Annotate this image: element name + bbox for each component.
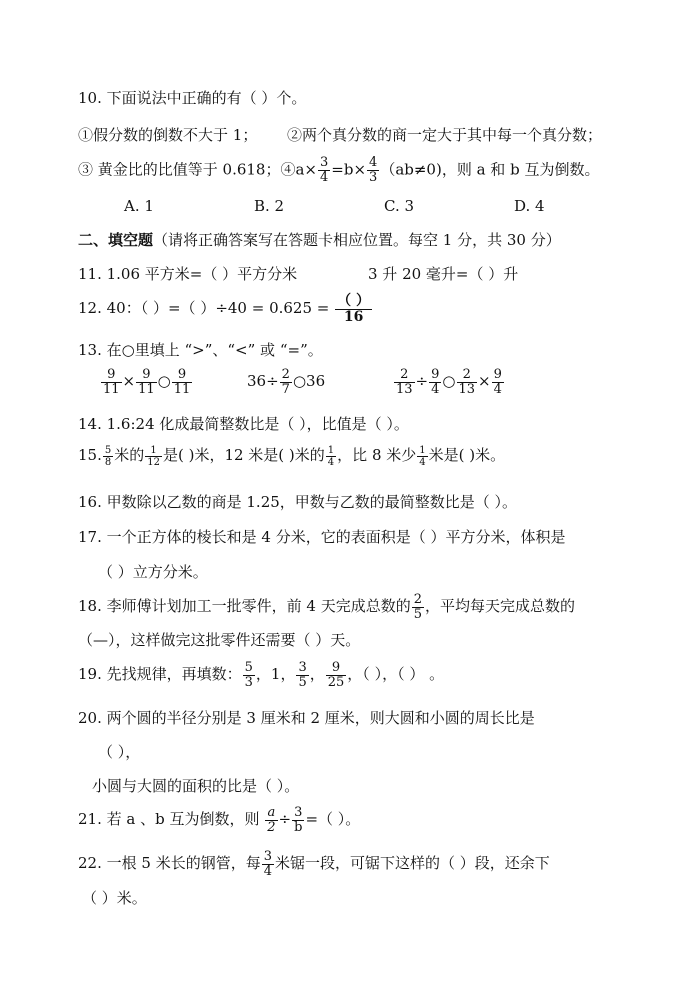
- q13-expr-3: $\frac{2}{13}$ ÷ $\frac{9}{4}$ ○ $\frac{2}{13}$ × $\frac{9}{4}$: [396, 366, 502, 397]
- fraction: $\frac{a}{2}$: [267, 804, 276, 835]
- fraction: $\frac{2}{7}$: [281, 366, 290, 397]
- fraction: $\frac{3}{5}$: [298, 659, 307, 690]
- fraction: $\frac{9}{25}$: [327, 659, 345, 690]
- q10-statement-3-4: [78, 156, 599, 185]
- q10-options: [124, 196, 644, 216]
- fraction: $\frac{9}{4}$: [493, 366, 502, 397]
- fraction: $\frac{3}{4}$: [320, 155, 329, 185]
- q10-s3-part-a: ③ 黄金比的比值等于 0.618；④a×: [78, 160, 317, 179]
- q10-statement-2: ②两个真分数的商一定大于其中每一个真分数；: [287, 126, 603, 144]
- fraction: $\frac{5}{8}$: [104, 444, 112, 468]
- q20-line-1: 20. 两个圆的半径分别是 3 厘米和 2 厘米，则大圆和小圆的周长比是: [78, 709, 535, 727]
- option-b[interactable]: B. 2: [254, 197, 285, 215]
- q20-line-3: 小圆与大圆的面积的比是（ ）。: [92, 777, 300, 795]
- fraction: （ ） 16: [337, 292, 371, 325]
- q12-text: 12. 40：（ ）=（ ）÷40 = 0.625 =: [78, 299, 330, 317]
- fraction: $\frac{1}{4}$: [327, 444, 335, 468]
- option-a[interactable]: A. 1: [124, 197, 154, 215]
- q10-s3-part-c: （ab≠0)，则 a 和 b 互为倒数。: [380, 160, 600, 179]
- q18-line-2: （—），这样做完这批零件还需要（ ）天。: [78, 631, 361, 649]
- option-c[interactable]: C. 3: [384, 197, 415, 215]
- q17-line-1: 17. 一个正方体的棱长和是 4 分米，它的表面积是（ ）平方分米，体积是: [78, 528, 566, 546]
- fraction: $\frac{2}{13}$: [396, 366, 413, 397]
- section-note: （请将正确答案写在答题卡相应位置。每空 1 分，共 30 分）: [153, 231, 561, 249]
- q13-expr-1: $\frac{9}{11}$ × $\frac{9}{11}$ ○ $\frac{9}{11}$: [103, 366, 191, 397]
- q17-line-2: （ ）立方分米。: [98, 563, 208, 581]
- fraction: $\frac{5}{3}$: [244, 659, 253, 690]
- fraction: $\frac{3}{b}$: [294, 804, 303, 835]
- q10-statement-1: ①假分数的倒数不大于 1；: [78, 126, 258, 144]
- q22-line-2: （ ）米。: [82, 889, 147, 907]
- fraction: $\frac{9}{11}$: [138, 366, 155, 397]
- q18-line-1: 18. 李师傅计划加工一批零件，前 4 天完成总数的 $\frac{2}{5}$ ，平均每天完成总数的: [78, 591, 576, 622]
- q14: 14. 1.6:24 化成最简整数比是（ ），比值是（ ）。: [78, 415, 409, 433]
- fraction: $\frac{1}{12}$: [147, 444, 160, 468]
- section-title: 二、填空题: [78, 231, 154, 249]
- q20-line-2: （ ），: [98, 743, 141, 761]
- q13-stem: 13. 在○里填上 “>”、“<” 或 “=”。: [78, 341, 323, 359]
- q22-line-1: 22. 一根 5 米长的钢管，每 $\frac{3}{4}$ 米锯一段，可锯下这样的（ ）段，还余下: [78, 848, 550, 879]
- q21: 21. 若 a 、b 互为倒数，则 $\frac{a}{2}$ ÷ $\frac{3}{b}$ =（ ）。: [78, 804, 361, 835]
- fraction: $\frac{9}{11}$: [173, 366, 191, 397]
- q15: 15. $\frac{5}{8}$ 米的 $\frac{1}{12}$ 是( )米，12 米是( )米的 $\frac{1}{4}$ ，比 8 米少 $\frac{1}{4}$ 米是( )米。: [78, 444, 506, 468]
- q10-s3-part-b: =b×: [331, 160, 367, 179]
- compare-circle[interactable]: ○: [442, 372, 456, 390]
- fraction: $\frac{4}{3}$: [369, 155, 378, 185]
- fraction: $\frac{9}{11}$: [103, 366, 120, 397]
- fraction: $\frac{2}{5}$: [413, 591, 422, 622]
- compare-circle[interactable]: ○: [157, 372, 171, 390]
- q12: [78, 289, 373, 327]
- q13-expr-2: 36÷ $\frac{2}{7}$ ○36: [247, 366, 326, 397]
- fraction: $\frac{9}{4}$: [431, 366, 440, 397]
- q19: 19. 先找规律，再填数： $\frac{5}{3}$ ，1， $\frac{3}{5}$ ， $\frac{9}{25}$ ，（ ），（ ） 。: [78, 659, 445, 690]
- q11-part-a: 11. 1.06 平方米=（ ）平方分米: [78, 265, 298, 283]
- q10-stem: 10. 下面说法中正确的有（ ）个。: [78, 89, 307, 107]
- option-d[interactable]: D. 4: [514, 197, 545, 215]
- fraction: $\frac{3}{4}$: [263, 848, 272, 879]
- fraction: $\frac{1}{4}$: [419, 444, 426, 468]
- q11-part-b: 3 升 20 毫升=（ ）升: [368, 265, 519, 283]
- q16: 16. 甲数除以乙数的商是 1.25，甲数与乙数的最简整数比是（ ）。: [78, 493, 518, 511]
- fraction: $\frac{2}{13}$: [458, 366, 476, 397]
- section-heading: [78, 230, 561, 250]
- compare-circle[interactable]: ○36: [292, 372, 326, 390]
